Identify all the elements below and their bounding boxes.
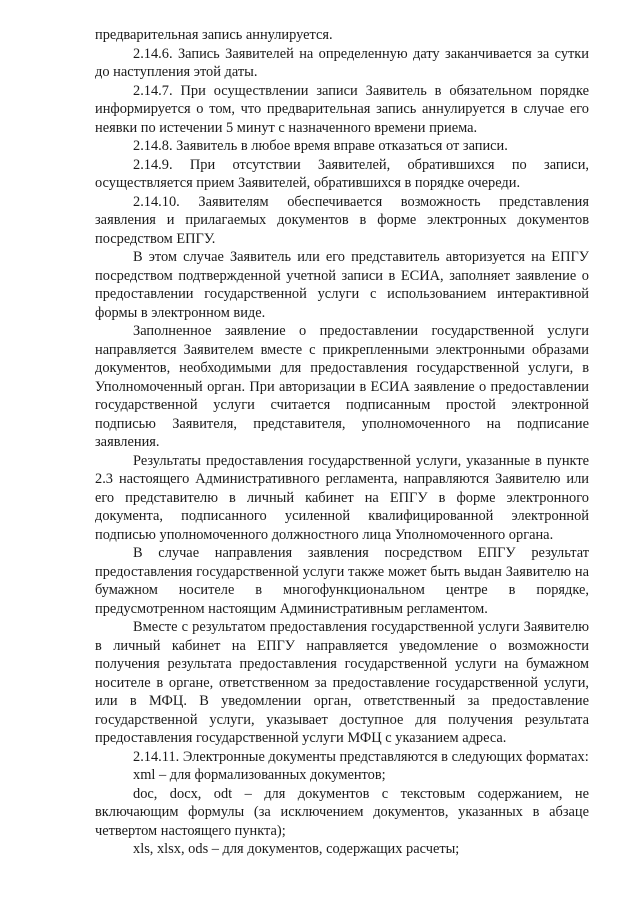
paragraph-continuation: предварительная запись аннулируется.	[95, 27, 333, 43]
list-item-xml: xml – для формализованных документов;	[133, 767, 386, 783]
paragraph-filled-application: Заполненное заявление о предоставлении государственной услуги направляется Заявителем вместе с прикрепленными электронными образами документов, необходимыми для предоставления государственной услуги, в Уполномоченный орган. При авторизации в ЕСИА заявление о предоставлении государственной услуги считается подписанным простой электронной подписью Заявителя, представителя, уполномоченного на подписание заявления.	[95, 323, 589, 450]
paragraph-results: Результаты предоставления государственной услуги, указанные в пункте 2.3 настоящего Административного регламента, направляются Заявителю или его представителю в личный кабинет на ЕПГУ в форме электронного документа, подписанного усиленной квалифицированной электронной подписью уполномоченного должностного лица Уполномоченного органа.	[95, 452, 589, 543]
paragraph-paper-result: В случае направления заявления посредством ЕПГУ результат предоставления государственной услуги также может быть выдан Заявителю на бумажном носителе в многофункциональном центре в порядке, предусмотренном настоящим Административным регламентом.	[95, 545, 589, 617]
paragraph-notification: Вместе с результатом предоставления государственной услуги Заявителю в личный кабинет на ЕПГУ направляется уведомление о возможности получения результата предоставления государственной услуги на бумажном носителе в органе, ответственном за предоставление государственной услуги, или в МФЦ. В уведомлении орган, ответственный за предоставление государственной услуги, указывает доступное для получения результата предоставления государственной услуги МФЦ с указанием адреса.	[95, 619, 589, 746]
paragraph-2-14-8: 2.14.8. Заявитель в любое время вправе отказаться от записи.	[133, 138, 508, 154]
list-item-doc: doc, docx, odt – для документов с текстовым содержанием, не включающим формулы (за исключением документов, указанных в абзаце четвертом настоящего пункта);	[95, 785, 589, 839]
paragraph-2-14-7: 2.14.7. При осуществлении записи Заявитель в обязательном порядке информируется о том, что предварительная запись аннулируется в случае его неявки по истечении 5 минут с назначенного времени приема.	[95, 82, 589, 136]
paragraph-2-14-10: 2.14.10. Заявителям обеспечивается возможность представления заявления и прилагаемых документов в форме электронных документов посредством ЕПГУ.	[95, 193, 589, 247]
paragraph-2-14-9: 2.14.9. При отсутствии Заявителей, обратившихся по записи, осуществляется прием Заявителей, обратившихся в порядке очереди.	[95, 156, 589, 191]
document-page	[95, 26, 589, 859]
paragraph-esia-authorization: В этом случае Заявитель или его представитель авторизуется на ЕПГУ посредством подтвержденной учетной записи в ЕСИА, заполняет заявление о предоставлении государственной услуги с использованием интерактивной формы в электронном виде.	[95, 249, 589, 321]
paragraph-2-14-11: 2.14.11. Электронные документы представляются в следующих форматах:	[133, 748, 589, 765]
paragraph-2-14-6: 2.14.6. Запись Заявителей на определенную дату заканчивается за сутки до наступления этой даты.	[95, 45, 589, 80]
list-item-xls: xls, xlsx, ods – для документов, содержащих расчеты;	[133, 841, 460, 857]
